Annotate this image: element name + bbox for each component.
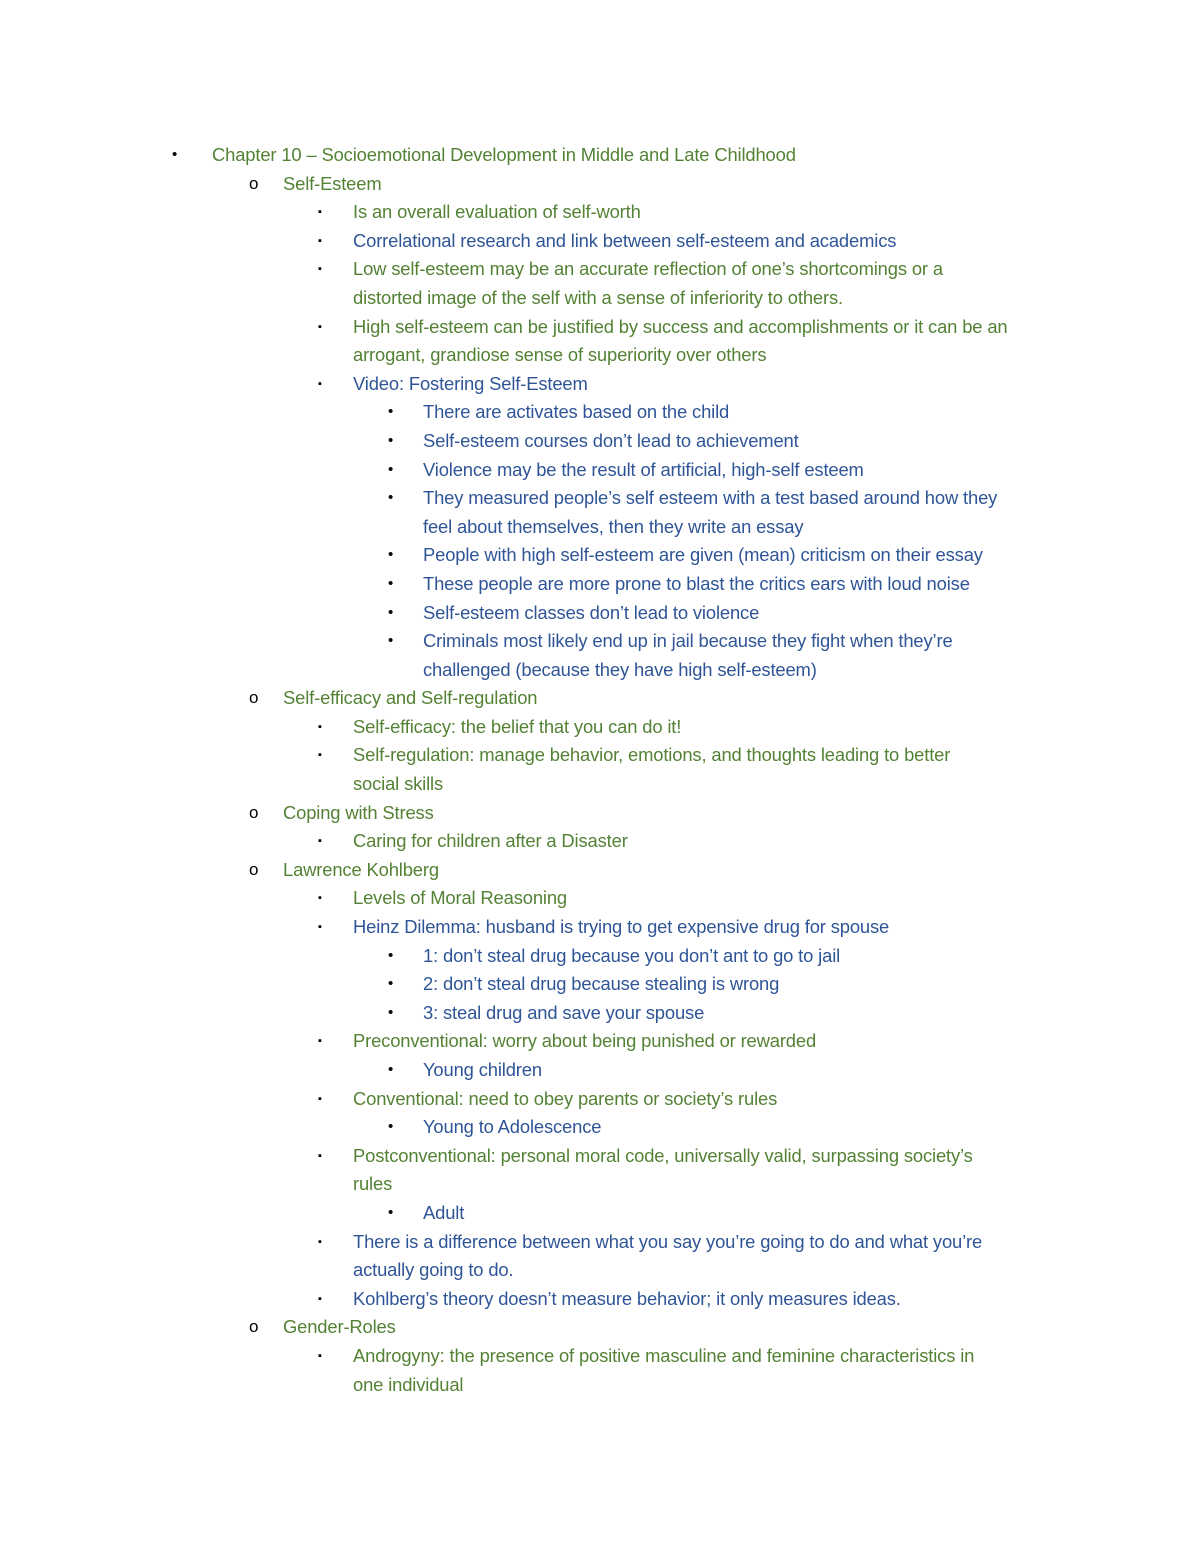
list-item (0, 255, 1200, 284)
list-item-text: Kohlberg’s theory doesn’t measure behavior; it only measures ideas. (353, 1287, 901, 1309)
list-item-text: Correlational research and link between self-esteem and academics (353, 229, 897, 251)
disc-bullet-icon: • (388, 460, 394, 478)
list-item-text: social skills (353, 773, 444, 795)
list-item (0, 884, 1200, 913)
list-item-text: Postconventional: personal moral code, universally valid, surpassing society’s (353, 1144, 973, 1166)
sub-list-item-continuation (0, 656, 1200, 685)
disc-bullet-icon: • (388, 1118, 394, 1136)
section-heading-gender-roles (0, 1313, 1200, 1342)
section-heading: Gender-Roles (283, 1316, 396, 1338)
sub-list-item-text: Self-esteem classes don’t lead to violence (423, 601, 760, 623)
disc-bullet-icon: • (388, 574, 394, 592)
square-bullet-icon: ▪ (318, 1092, 322, 1105)
chapter-title: Chapter 10 – Socioemotional Development in Middle and Late Childhood (212, 144, 796, 165)
list-item-continuation (0, 341, 1200, 370)
disc-bullet-icon: • (388, 431, 394, 449)
sub-list-item-text: These people are more prone to blast the critics ears with loud noise (423, 572, 970, 594)
disc-bullet-icon: • (388, 1203, 394, 1221)
sub-list-item (0, 398, 1200, 427)
sub-list-item-text: 1: don’t steal drug because you don’t ant to go to jail (423, 944, 841, 966)
square-bullet-icon: ▪ (318, 720, 322, 733)
sub-list-item (0, 427, 1200, 456)
sub-list-item-text: Young children (423, 1059, 542, 1080)
disc-bullet-icon: • (388, 603, 394, 621)
circle-bullet-icon: o (249, 859, 259, 879)
chapter-item (0, 141, 1200, 170)
disc-bullet-icon: • (388, 1003, 394, 1021)
disc-bullet-icon: • (388, 1061, 394, 1078)
disc-bullet-icon: • (388, 975, 394, 993)
list-item (0, 827, 1200, 856)
list-item-text: Video: Fostering Self-Esteem (353, 372, 588, 394)
square-bullet-icon: ▪ (318, 749, 322, 762)
list-item (0, 313, 1200, 342)
sub-list-item (0, 484, 1200, 513)
sub-list-item (0, 999, 1200, 1028)
circle-bullet-icon: o (249, 173, 259, 193)
square-bullet-icon: ▪ (318, 206, 322, 219)
square-bullet-icon: ▪ (318, 234, 322, 247)
sub-list-item (0, 1199, 1200, 1228)
sub-list-item-text: 2: don’t steal drug because stealing is wrong (423, 973, 780, 995)
list-item (0, 370, 1200, 399)
sub-list-item (0, 627, 1200, 656)
list-item (0, 741, 1200, 770)
disc-bullet-icon: • (388, 632, 394, 650)
list-item (0, 1085, 1200, 1114)
sub-list-item-text: People with high self-esteem are given (mean) criticism on their essay (423, 544, 983, 566)
list-item-text: Heinz Dilemma: husband is trying to get expensive drug for spouse (353, 916, 890, 938)
list-item-text: Low self-esteem may be an accurate reflection of one’s shortcomings or a (353, 258, 943, 280)
disc-bullet-icon: • (172, 146, 178, 163)
list-item (0, 1285, 1200, 1314)
list-item (0, 1342, 1200, 1371)
list-item-text: Is an overall evaluation of self-worth (353, 201, 641, 223)
sub-list-item-text: Self-esteem courses don’t lead to achievement (423, 429, 799, 451)
sub-list-item (0, 942, 1200, 971)
section-heading-self-esteem (0, 170, 1200, 199)
sub-list-item-continuation (0, 513, 1200, 542)
list-item-text: High self-esteem can be justified by success and accomplishments or it can be an (353, 315, 1008, 337)
list-item-text: rules (353, 1173, 393, 1195)
list-item (0, 227, 1200, 256)
list-item-continuation (0, 770, 1200, 799)
section-heading-self-efficacy (0, 684, 1200, 713)
list-item (0, 1228, 1200, 1257)
list-item-text: actually going to do. (353, 1259, 514, 1281)
section-heading: Coping with Stress (283, 801, 434, 823)
sub-list-item-text: challenged (because they have high self-esteem) (423, 658, 817, 680)
sub-list-item (0, 599, 1200, 628)
section-heading: Lawrence Kohlberg (283, 858, 439, 880)
disc-bullet-icon: • (388, 403, 394, 421)
list-item-text: Levels of Moral Reasoning (353, 887, 567, 909)
square-bullet-icon: ▪ (318, 1349, 322, 1362)
circle-bullet-icon: o (249, 802, 259, 822)
section-heading: Self-efficacy and Self-regulation (283, 687, 538, 709)
sub-list-item-text: feel about themselves, then they write an essay (423, 515, 804, 537)
square-bullet-icon: ▪ (318, 1149, 322, 1162)
disc-bullet-icon: • (388, 546, 394, 564)
list-item-continuation (0, 1170, 1200, 1199)
sub-list-item-text: 3: steal drug and save your spouse (423, 1001, 705, 1023)
section-heading-coping (0, 799, 1200, 828)
sub-list-item-text: Adult (423, 1201, 465, 1223)
circle-bullet-icon: o (249, 688, 259, 708)
list-item (0, 198, 1200, 227)
list-item-text: Self-regulation: manage behavior, emotions, and thoughts leading to better (353, 744, 951, 766)
sub-list-item-text: Violence may be the result of artificial, high-self esteem (423, 458, 864, 480)
sub-list-item-text: Young to Adolescence (423, 1116, 602, 1138)
square-bullet-icon: ▪ (318, 835, 322, 848)
list-item-text: Conventional: need to obey parents or society’s rules (353, 1087, 778, 1109)
disc-bullet-icon: • (388, 946, 394, 964)
list-item-text: Androgyny: the presence of positive masculine and feminine characteristics in (353, 1344, 975, 1366)
sub-list-item (0, 541, 1200, 570)
list-item (0, 913, 1200, 942)
square-bullet-icon: ▪ (318, 1035, 322, 1048)
disc-bullet-icon: • (388, 489, 394, 507)
list-item-continuation (0, 1256, 1200, 1285)
list-item-text: Self-efficacy: the belief that you can do it! (353, 715, 682, 737)
list-item-text: distorted image of the self with a sense of inferiority to others. (353, 286, 843, 308)
list-item (0, 713, 1200, 742)
section-heading: Self-Esteem (283, 172, 382, 194)
square-bullet-icon: ▪ (318, 1292, 322, 1305)
sub-list-item (0, 970, 1200, 999)
square-bullet-icon: ▪ (318, 892, 322, 905)
list-item-continuation (0, 284, 1200, 313)
list-item-text: There is a difference between what you say you’re going to do and what you’re (353, 1230, 983, 1252)
square-bullet-icon: ▪ (318, 921, 322, 934)
square-bullet-icon: ▪ (318, 1235, 322, 1248)
sub-list-item (0, 456, 1200, 485)
square-bullet-icon: ▪ (318, 263, 322, 276)
sub-list-item-text: Criminals most likely end up in jail because they fight when they’re (423, 630, 953, 652)
circle-bullet-icon: o (249, 1317, 259, 1337)
sub-list-item (0, 1113, 1200, 1142)
sub-list-item-text: They measured people’s self esteem with a test based around how they (423, 487, 998, 509)
list-item (0, 1027, 1200, 1056)
sub-list-item (0, 570, 1200, 599)
list-item-text: one individual (353, 1373, 464, 1395)
square-bullet-icon: ▪ (318, 377, 322, 390)
list-item-text: Preconventional: worry about being punished or rewarded (353, 1030, 817, 1052)
section-heading-kohlberg (0, 856, 1200, 885)
square-bullet-icon: ▪ (318, 320, 322, 333)
list-item (0, 1142, 1200, 1171)
list-item-continuation (0, 1371, 1200, 1400)
sub-list-item (0, 1056, 1200, 1085)
list-item-text: arrogant, grandiose sense of superiority over others (353, 344, 767, 366)
list-item-text: Caring for children after a Disaster (353, 830, 628, 852)
document-body (0, 141, 1200, 1399)
sub-list-item-text: There are activates based on the child (423, 401, 730, 423)
